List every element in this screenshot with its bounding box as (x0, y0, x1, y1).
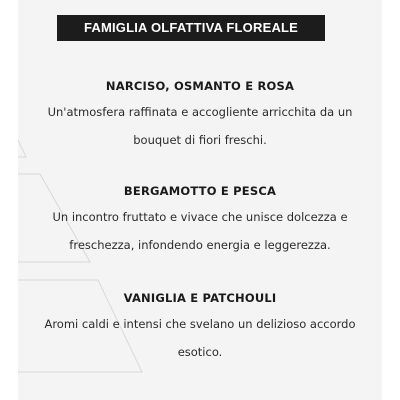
base-notes-description: Aromi caldi e intensi che svelano un delizioso accordo esotico. (44, 317, 356, 359)
base-notes-section (18, 291, 382, 366)
base-notes-title: VANIGLIA E PATCHOULI (123, 291, 277, 305)
top-notes-description: Un'atmosfera raffinata e accogliente arricchita da un bouquet di fiori freschi. (47, 105, 353, 147)
middle-notes-title: BERGAMOTTO E PESCA (123, 184, 277, 198)
olfactory-family-banner (57, 15, 325, 41)
middle-notes-description: Un incontro fruttato e vivace che unisce dolcezza e freschezza, infondendo energia e leggerezza. (52, 210, 348, 252)
top-notes-title: NARCISO, OSMANTO E ROSA (105, 79, 295, 93)
middle-notes-section (18, 184, 382, 259)
fragrance-notes-panel (18, 0, 382, 400)
top-notes-section (18, 79, 382, 154)
olfactory-family-title: FAMIGLIA OLFATTIVA FLOREALE (83, 20, 299, 35)
